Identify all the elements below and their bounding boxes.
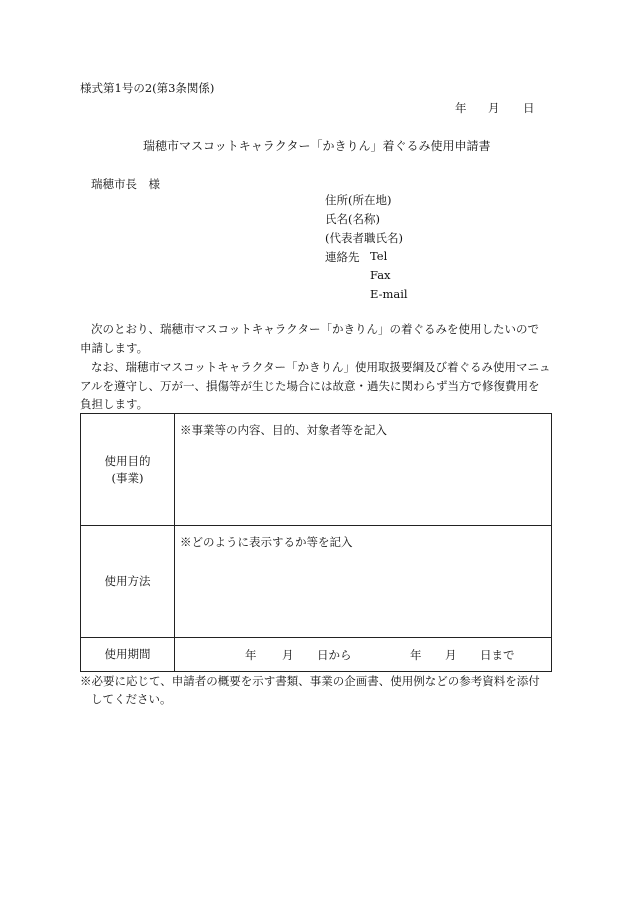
period-row	[81, 638, 552, 672]
period-label: 使用期間	[104, 647, 151, 661]
fax-label: Fax	[370, 268, 391, 282]
body-para2-line2: アルを遵守し、万が一、損傷等が生じた場合には故意・過失に関わらず当方で修復費用を	[80, 379, 540, 393]
date-year-label: 年	[455, 101, 467, 115]
body-para1-line2: 申請します。	[80, 341, 149, 355]
body-para2-line3: 負担します。	[80, 397, 149, 411]
method-label-cell	[81, 526, 175, 638]
purpose-label-cell	[81, 414, 175, 526]
email-label: E-mail	[370, 287, 408, 301]
period-label-cell	[81, 638, 175, 672]
method-input-cell[interactable]	[175, 526, 552, 638]
method-label: 使用方法	[104, 574, 151, 588]
document-title: 瑞穂市マスコットキャラクター「かきりん」着ぐるみ使用申請書	[143, 139, 491, 153]
period-input-cell[interactable]	[175, 638, 552, 672]
method-row	[81, 526, 552, 638]
footnote-line1: ※必要に応じて、申請者の概要を示す書類、事業の企画書、使用例などの参考資料を添付	[80, 674, 540, 688]
body-para2-line1: なお、瑞穂市マスコットキャラクター「かきりん」使用取扱要綱及び着ぐるみ使用マニュ	[91, 360, 551, 374]
period-month-to: 月	[445, 648, 457, 662]
purpose-note: ※事業等の内容、目的、対象者等を記入	[180, 423, 387, 437]
representative-label: (代表者職氏名)	[325, 231, 403, 245]
purpose-label-sub: (事業)	[111, 470, 144, 485]
form-number: 様式第1号の2(第3条関係)	[80, 81, 215, 95]
application-table	[80, 413, 552, 672]
name-label: 氏名(名称)	[325, 212, 380, 226]
date-month-label: 月	[488, 101, 500, 115]
period-year-from: 年	[245, 648, 257, 662]
period-year-to: 年	[410, 648, 422, 662]
body-para1-line1: 次のとおり、瑞穂市マスコットキャラクター「かきりん」の着ぐるみを使用したいので	[91, 322, 540, 336]
address-label: 住所(所在地)	[325, 193, 392, 207]
addressee: 瑞穂市長 様	[91, 177, 160, 191]
period-day-from: 日から	[317, 648, 352, 662]
tel-label: Tel	[370, 249, 388, 263]
period-month-from: 月	[282, 648, 294, 662]
date-day-label: 日	[523, 101, 535, 115]
purpose-row	[81, 414, 552, 526]
method-note: ※どのように表示するか等を記入	[180, 535, 353, 549]
footnote-line2: してください。	[91, 692, 172, 706]
contact-label: 連絡先	[325, 250, 360, 264]
purpose-input-cell[interactable]	[175, 414, 552, 526]
purpose-label: 使用目的	[104, 453, 151, 468]
period-day-to: 日まで	[480, 648, 515, 662]
